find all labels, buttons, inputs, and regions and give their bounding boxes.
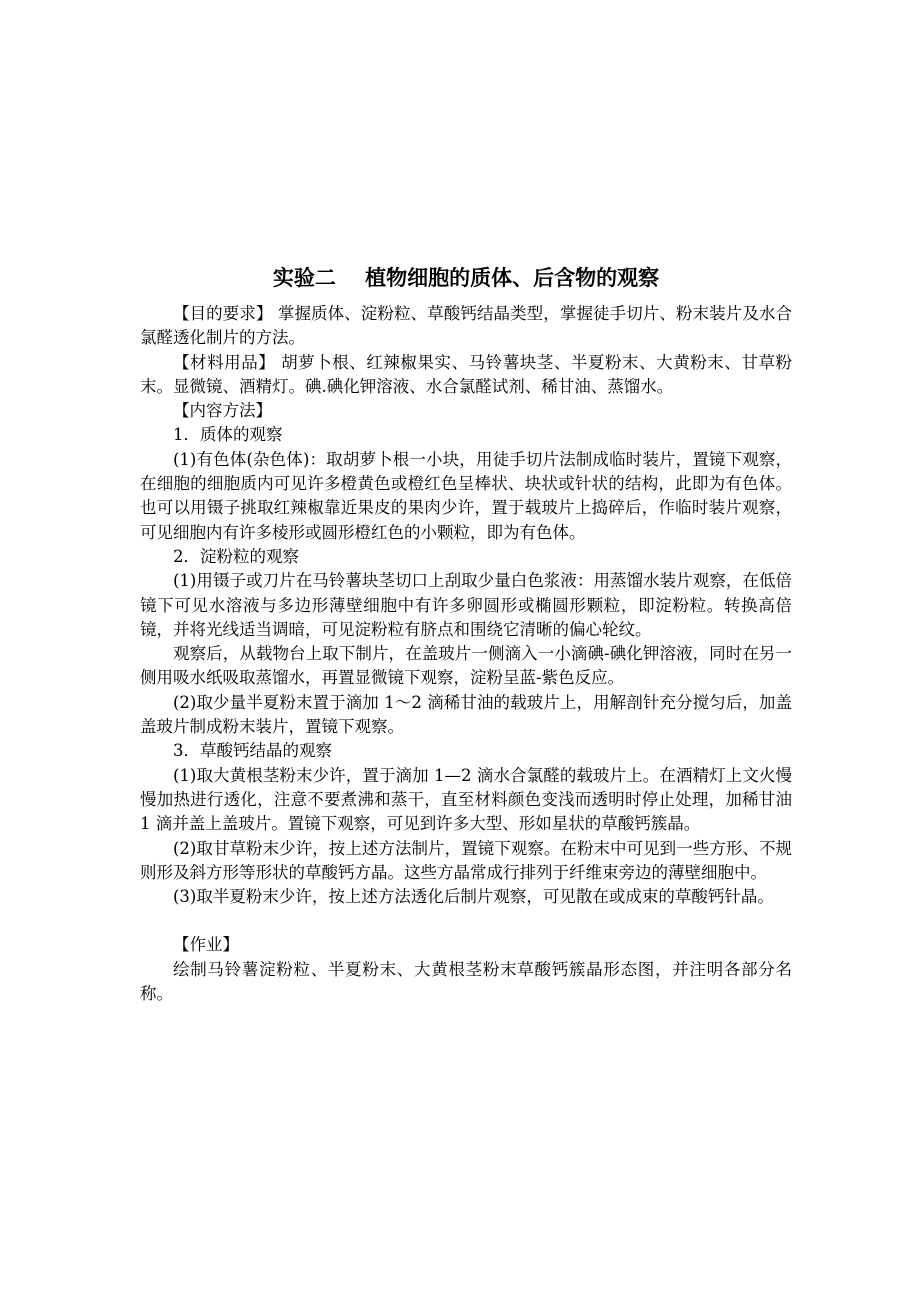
methods-heading: 【内容方法】 bbox=[173, 401, 272, 421]
crystal-paragraph-2: (2)取甘草粉末少许，按上述方法制片，置镜下观察。在粉末中可见到一些方形、不规则形及斜方形等形状的草酸钙方晶。这些方晶常成行排列于纤维束旁边的薄壁细胞中。 bbox=[140, 838, 792, 882]
starch-paragraph-2: 观察后，从载物台上取下制片，在盖玻片一侧滴入一小滴碘-碘化钾溶液，同时在另一侧用吸水纸吸取蒸馏水，再置显微镜下观察，淀粉呈蓝-紫色反应。 bbox=[140, 644, 792, 688]
section-plastid-heading: 1．质体的观察 bbox=[173, 425, 283, 445]
starch-paragraph-3: (2)取少量半夏粉末置于滴加 1～2 滴稀甘油的载玻片上，用解剖针充分搅匀后，加盖盖玻片制成粉末装片，置镜下观察。 bbox=[140, 692, 792, 737]
materials-paragraph: 【材料用品】 胡萝卜根、红辣椒果实、马铃薯块茎、半夏粉末、大黄粉末、甘草粉末。显微镜、酒精灯。碘.碘化钾溶液、水合氯醛试剂、稀甘油、蒸馏水。 bbox=[140, 352, 792, 396]
homework-paragraph: 绘制马铃薯淀粉粒、半夏粉末、大黄根茎粉末草酸钙簇晶形态图，并注明各部分名称。 bbox=[140, 959, 792, 1004]
homework-heading: 【作业】 bbox=[173, 935, 239, 955]
document-title: 实验二 植物细胞的质体、后含物的观察 bbox=[272, 266, 660, 290]
spacer bbox=[140, 909, 792, 933]
document-body bbox=[140, 262, 792, 1006]
section-crystal-heading: 3．草酸钙结晶的观察 bbox=[173, 741, 332, 761]
plastid-paragraph: (1)有色体(杂色体)：取胡萝卜根一小块，用徒手切片法制成临时装片，置镜下观察，在细胞的细胞质内可见许多橙黄色或橙红色呈棒状、块状或针状的结构，此即为有色体。也可以用镊子挑取红辣椒靠近果皮的果肉少许，置于载玻片上捣碎后，作临时装片观察，可见细胞内有许多棱形或圆形橙红色的小颗粒，即为有色体。 bbox=[140, 449, 792, 542]
section-starch-heading: 2．淀粉粒的观察 bbox=[173, 546, 299, 566]
crystal-paragraph-1: (1)取大黄根茎粉末少许，置于滴加 1—2 滴水合氯醛的载玻片上。在酒精灯上文火慢慢加热进行透化，注意不要煮沸和蒸干，直至材料颜色变浅而透明时停止处理，加稀甘油 1 滴并盖上盖玻片。置镜下观察，可见到许多大型、形如星状的草酸钙簇晶。 bbox=[140, 765, 792, 834]
starch-paragraph-1: (1)用镊子或刀片在马铃薯块茎切口上刮取少量白色浆液：用蒸馏水装片观察，在低倍镜下可见水溶液与多边形薄壁细胞中有许多卵圆形或椭圆形颗粒，即淀粉粒。转换高倍镜，并将光线适当调暗，可见淀粉粒有脐点和围绕它清晰的偏心轮纹。 bbox=[140, 571, 792, 639]
crystal-paragraph-3: (3)取半夏粉末少许，按上述方法透化后制片观察，可见散在或成束的草酸钙针晶。 bbox=[173, 887, 774, 907]
objective-paragraph: 【目的要求】 掌握质体、淀粉粒、草酸钙结晶类型，掌握徒手切片、粉末装片及水合氯醛透化制片的方法。 bbox=[140, 304, 792, 348]
